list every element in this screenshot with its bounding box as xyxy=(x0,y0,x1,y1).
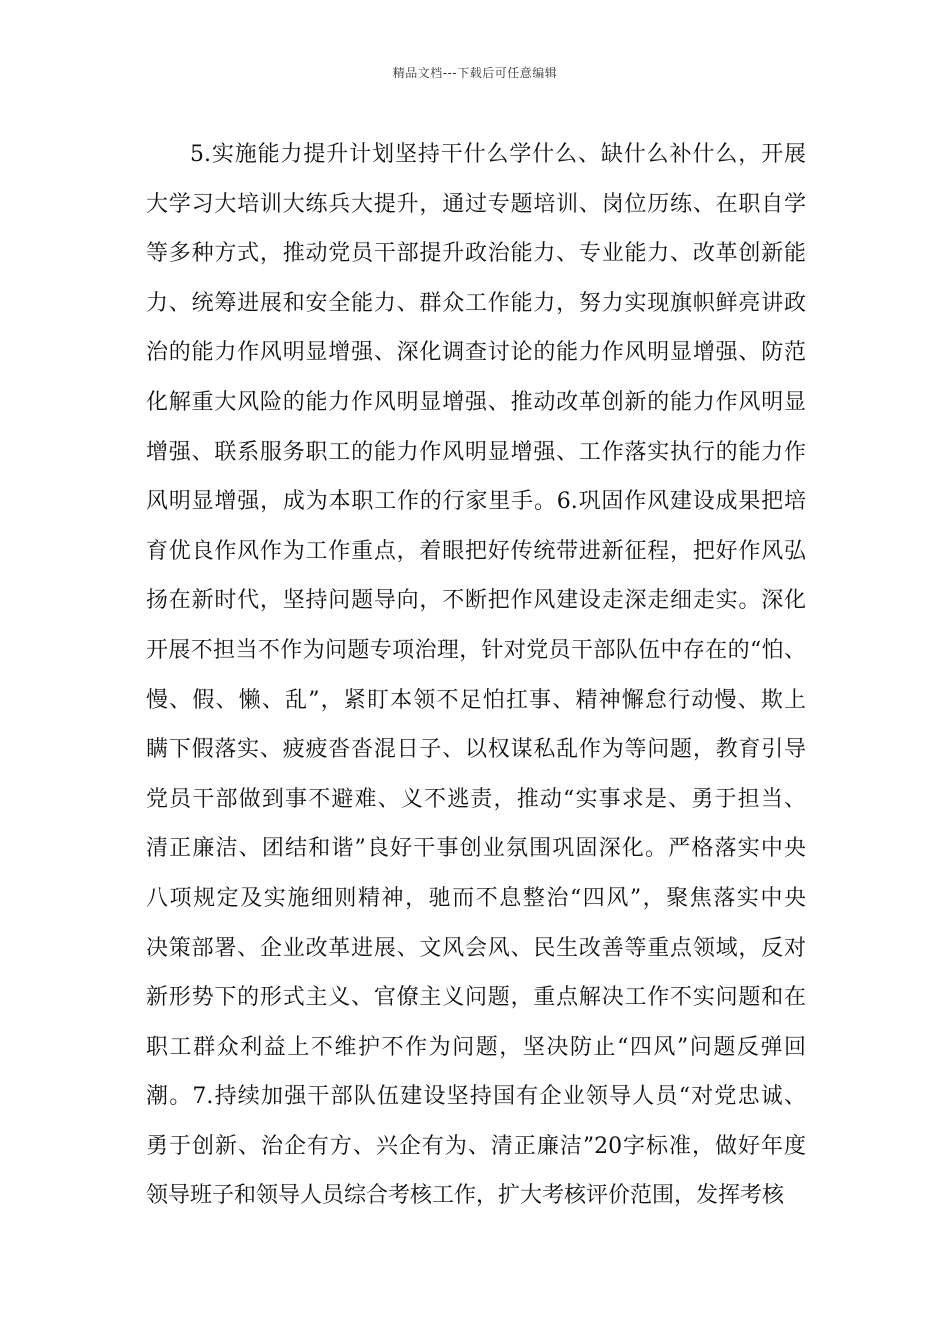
body-line: 领导班子和领导人员综合考核工作，扩大考核评价范围，发挥考核 xyxy=(146,1183,785,1209)
body-line: 八项规定及实施细则精神，驰而不息整治“四风”，聚焦落实中央 xyxy=(146,885,806,911)
body-line: 育优良作风作为工作重点，着眼把好传统带进新征程，把好作风弘 xyxy=(146,538,806,564)
body-line: 职工群众利益上不维护不作为问题，坚决防止“四风”问题反弹回 xyxy=(146,1034,806,1060)
body-line: 潮。7.持续加强干部队伍建设坚持国有企业领导人员“对党忠诚、 xyxy=(146,1084,806,1110)
body-line: 勇于创新、治企有方、兴企有为、清正廉洁”20字标准，做好年度 xyxy=(146,1133,806,1159)
body-line: 风明显增强，成为本职工作的行家里手。6.巩固作风建设成果把培 xyxy=(146,489,806,515)
body-line: 大学习大培训大练兵大提升，通过专题培训、岗位历练、在职自学 xyxy=(146,191,806,217)
body-line: 瞒下假落实、疲疲沓沓混日子、以权谋私乱作为等问题，教育引导 xyxy=(146,737,806,763)
body-line: 决策部署、企业改革进展、文风会风、民生改善等重点领域，反对 xyxy=(146,935,806,961)
body-line: 开展不担当不作为问题专项治理，针对党员干部队伍中存在的“怕、 xyxy=(146,637,806,663)
body-line: 治的能力作风明显增强、深化调查讨论的能力作风明显增强、防范 xyxy=(146,340,806,366)
body-line: 慢、假、懒、乱”，紧盯本领不足怕扛事、精神懈怠行动慢、欺上 xyxy=(146,687,806,713)
body-text xyxy=(146,130,806,1221)
body-line: 清正廉洁、团结和谐”良好干事创业氛围巩固深化。严格落实中央 xyxy=(146,836,806,862)
body-line: 新形势下的形式主义、官僚主义问题，重点解决工作不实问题和在 xyxy=(146,985,806,1011)
body-line: 力、统筹进展和安全能力、群众工作能力，努力实现旗帜鲜亮讲政 xyxy=(146,290,806,316)
body-line: 扬在新时代，坚持问题导向，不断把作风建设走深走细走实。深化 xyxy=(146,588,806,614)
body-line: 化解重大风险的能力作风明显增强、推动改革创新的能力作风明显 xyxy=(146,389,806,415)
body-line: 5.实施能力提升计划坚持干什么学什么、缺什么补什么，开展 xyxy=(190,142,806,167)
page-header: 精品文档---下载后可任意编辑 xyxy=(392,66,558,80)
body-line: 等多种方式，推动党员干部提升政治能力、专业能力、改革创新能 xyxy=(146,241,806,267)
body-line: 党员干部做到事不避难、义不逃责，推动“实事求是、勇于担当、 xyxy=(146,786,806,812)
body-line: 增强、联系服务职工的能力作风明显增强、工作落实执行的能力作 xyxy=(146,439,806,465)
